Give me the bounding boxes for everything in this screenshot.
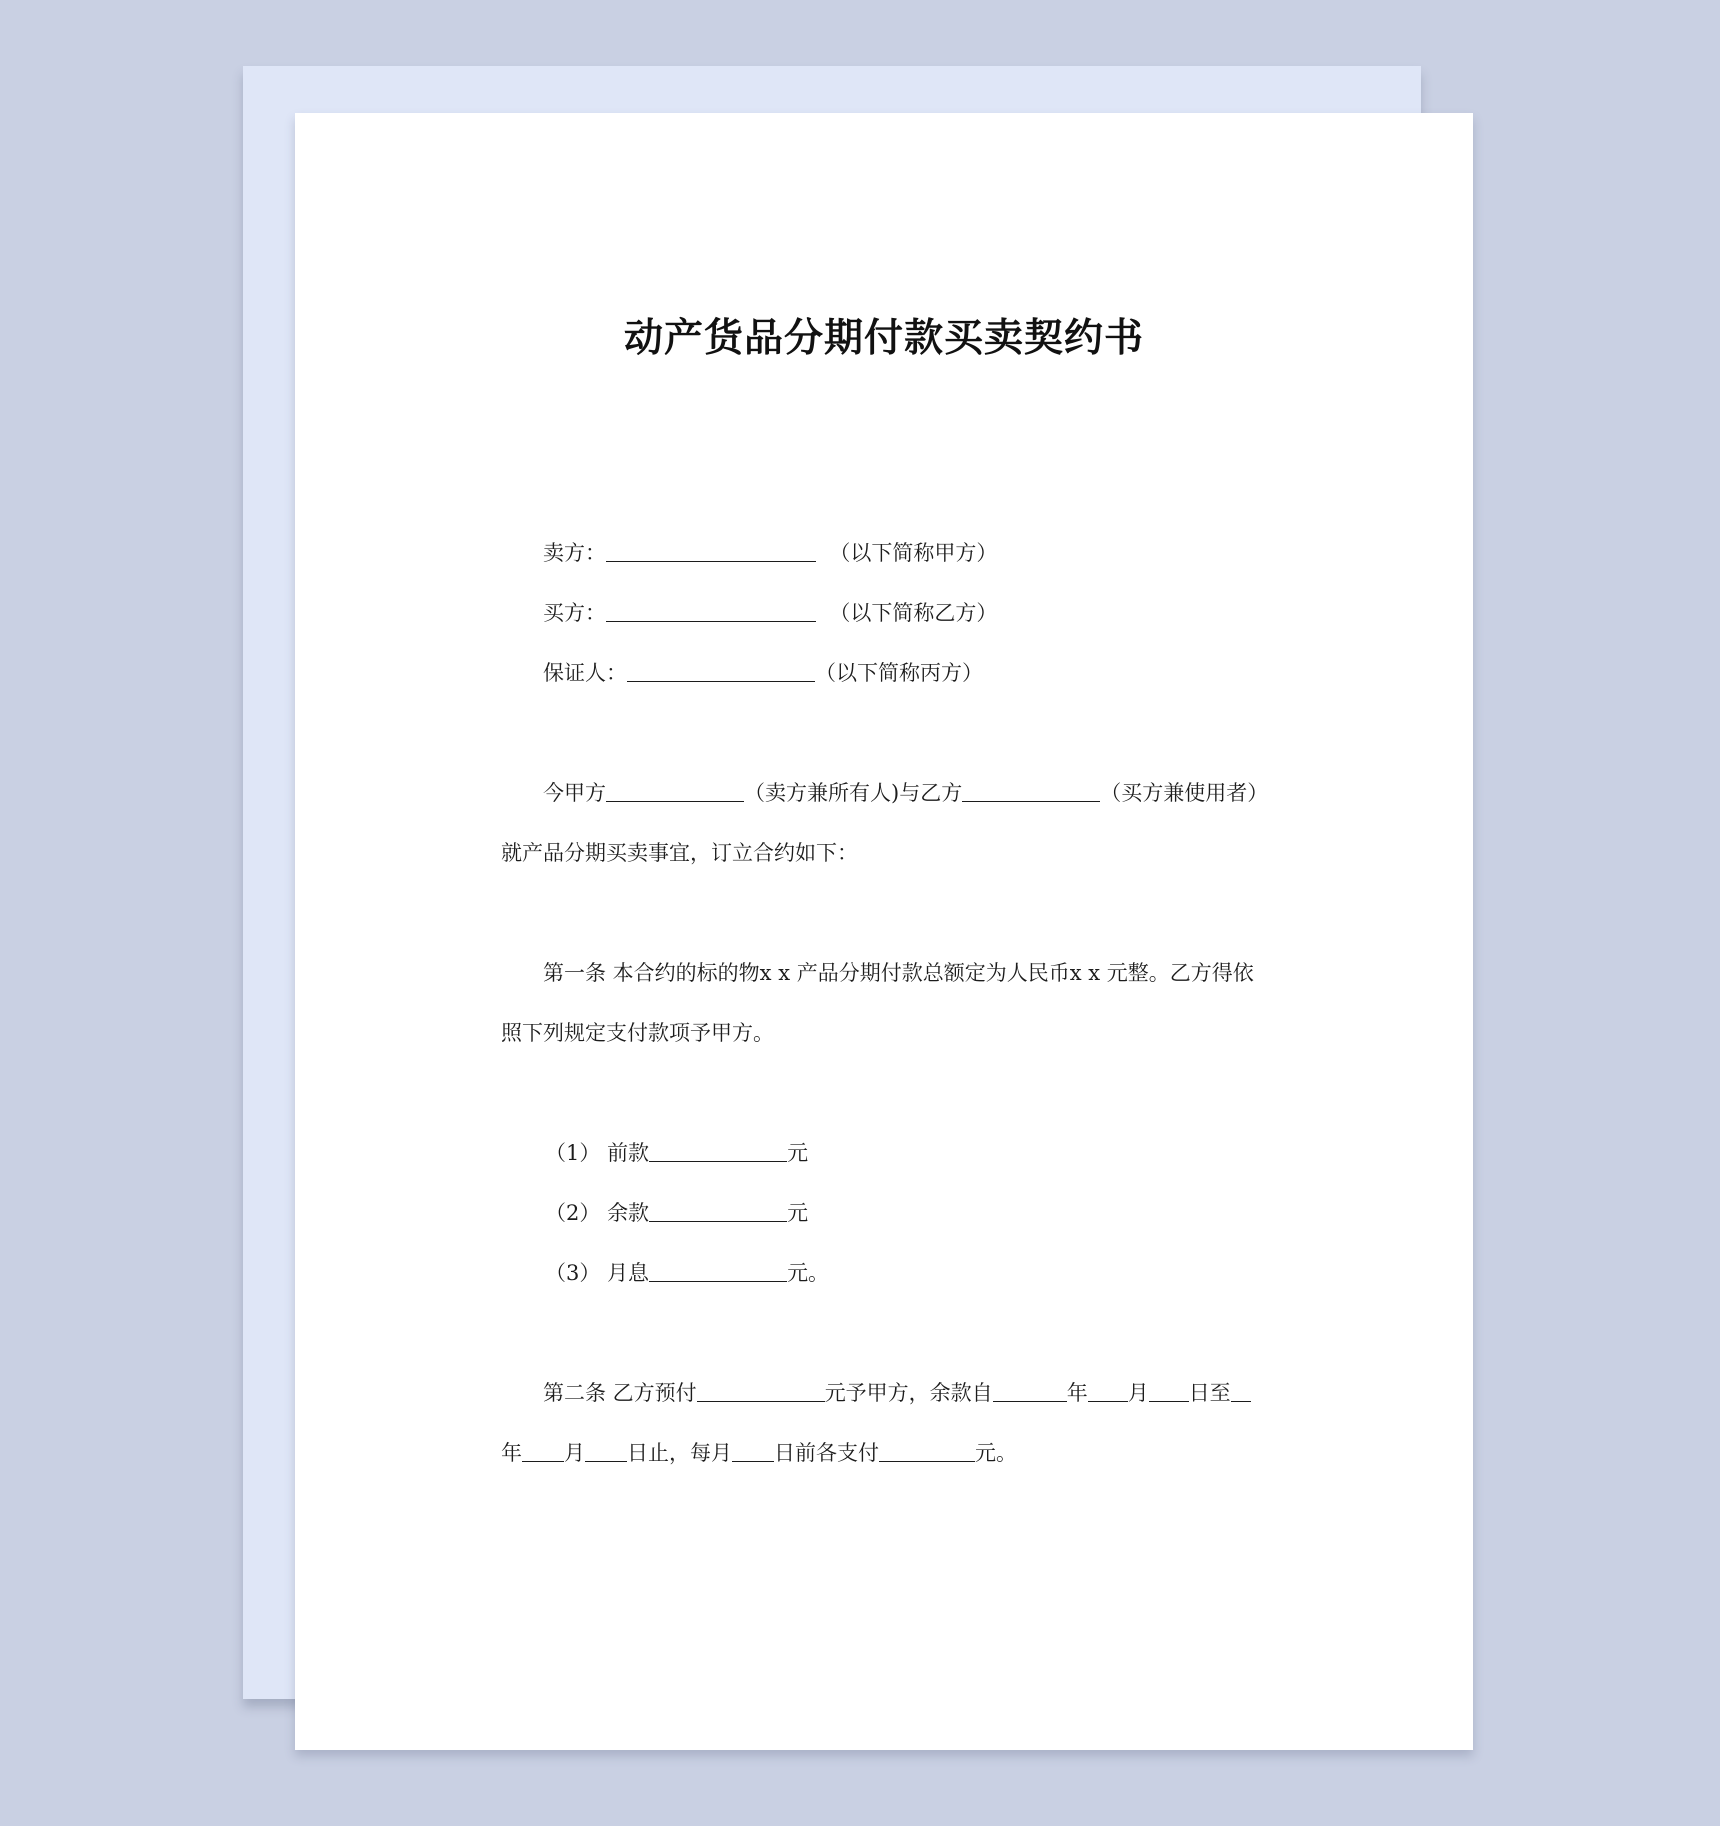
start-day-blank[interactable] [1149, 1379, 1189, 1402]
guarantor-label: 保证人： [543, 661, 627, 685]
buyer-line [543, 599, 997, 627]
item-suffix: 元。 [787, 1261, 830, 1285]
article2-seg2: 元予甲方，余款自 [824, 1381, 993, 1405]
item-suffix: 元 [787, 1201, 809, 1225]
article2-line2-seg3: 日止，每月 [627, 1441, 732, 1465]
document-page [295, 113, 1473, 1750]
monthly-due-day-blank[interactable] [732, 1439, 774, 1462]
article2-line2-seg4: 日前各支付 [774, 1441, 879, 1465]
start-month-blank[interactable] [1088, 1379, 1128, 1402]
end-year-blank-part1[interactable] [1231, 1379, 1251, 1402]
article2-seg1: 第二条 乙方预付 [543, 1381, 697, 1405]
article2-line-2 [501, 1439, 1017, 1467]
monthly-interest-blank[interactable] [649, 1259, 787, 1282]
item-number: （3） [545, 1261, 601, 1285]
party-a-name-blank[interactable] [606, 779, 744, 802]
item-number: （2） [545, 1201, 601, 1225]
buyer-note: （以下简称乙方） [829, 601, 998, 625]
seller-note: （以下简称甲方） [829, 541, 998, 565]
article1-line-2: 照下列规定支付款项予甲方。 [501, 1021, 774, 1045]
end-month-blank[interactable] [522, 1439, 564, 1462]
party-b-name-blank[interactable] [962, 779, 1100, 802]
item-monthly-interest [545, 1259, 829, 1287]
item-label: 余款 [607, 1201, 650, 1225]
buyer-label: 买方： [543, 601, 606, 625]
guarantor-note: （以下简称丙方） [815, 661, 983, 685]
item-label: 前款 [607, 1141, 650, 1165]
article2-seg4: 月 [1127, 1381, 1149, 1405]
item-down-payment [545, 1139, 808, 1167]
article1-line-1: 第一条 本合约的标的物x x 产品分期付款总额定为人民币x x 元整。乙方得依 [543, 961, 1254, 985]
intro-line-1 [543, 779, 1268, 807]
intro-seg1: 今甲方 [543, 781, 606, 805]
monthly-amount-blank[interactable] [879, 1439, 975, 1462]
item-balance [545, 1199, 808, 1227]
balance-blank[interactable] [649, 1199, 787, 1222]
intro-line-2: 就产品分期买卖事宜，订立合约如下： [501, 841, 858, 865]
seller-line [543, 539, 997, 567]
down-payment-blank[interactable] [649, 1139, 787, 1162]
item-number: （1） [545, 1141, 601, 1165]
article2-line2-seg5: 元。 [975, 1441, 1017, 1465]
end-day-blank[interactable] [585, 1439, 627, 1462]
start-year-blank[interactable] [993, 1379, 1067, 1402]
seller-blank[interactable] [606, 539, 816, 562]
article2-seg5: 日至 [1188, 1381, 1231, 1405]
guarantor-blank[interactable] [627, 659, 815, 682]
article2-line-1 [543, 1379, 1251, 1407]
buyer-blank[interactable] [606, 599, 816, 622]
seller-label: 卖方： [543, 541, 606, 565]
intro-seg3: （买方兼使用者） [1100, 781, 1269, 805]
guarantor-line [543, 659, 983, 687]
article2-line2-seg2: 月 [564, 1441, 585, 1465]
prepayment-blank[interactable] [697, 1379, 825, 1402]
intro-seg2: （卖方兼所有人)与乙方 [744, 781, 963, 805]
article2-line2-seg1: 年 [501, 1441, 522, 1465]
item-label: 月息 [607, 1261, 650, 1285]
document-title: 动产货品分期付款买卖契约书 [623, 316, 1144, 361]
item-suffix: 元 [787, 1141, 809, 1165]
article2-seg3: 年 [1066, 1381, 1088, 1405]
